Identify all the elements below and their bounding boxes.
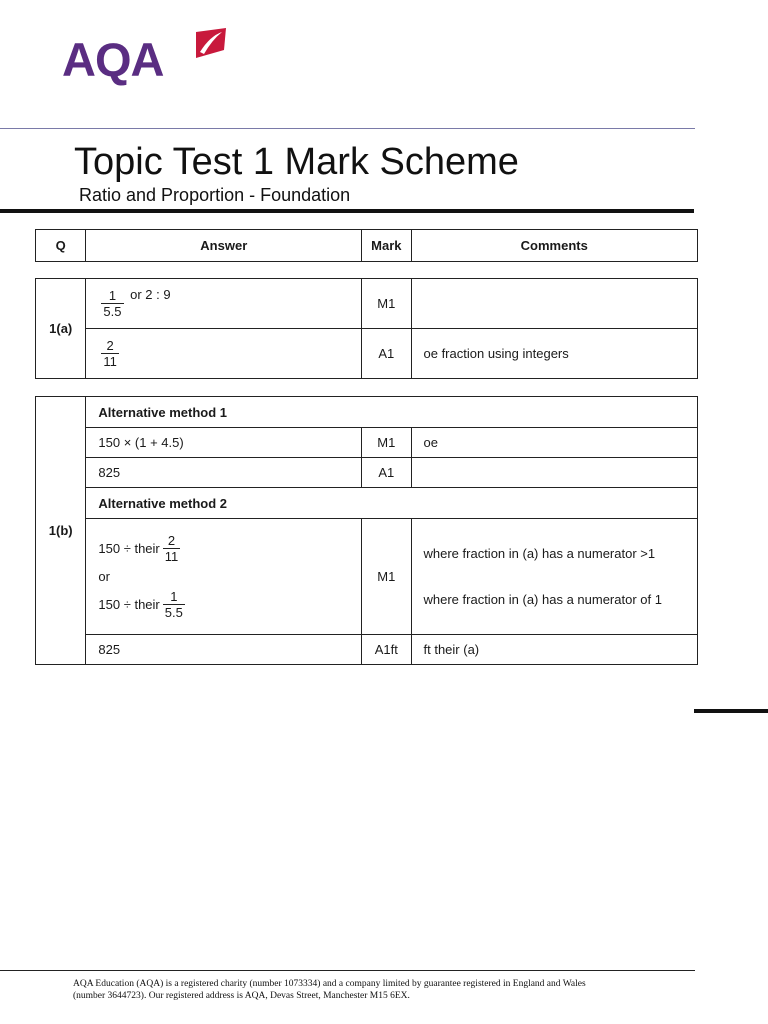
question-1b-table — [35, 396, 698, 665]
table-row — [36, 428, 698, 458]
fraction — [163, 590, 185, 620]
answer-cell: 825 — [86, 635, 362, 665]
answer-cell: 150 × (1 + 4.5) — [86, 428, 362, 458]
mark-cell: A1ft — [362, 635, 411, 665]
answer-text: or 2 : 9 — [130, 286, 171, 302]
column-header-table — [35, 229, 698, 262]
table-row — [36, 458, 698, 488]
top-divider — [0, 128, 695, 129]
fraction-numerator: 1 — [108, 287, 117, 303]
answer-cell — [86, 329, 362, 379]
logo-text: AQA — [62, 33, 164, 86]
alt-method-1-heading: Alternative method 1 — [86, 397, 698, 428]
comment-1: where fraction in (a) has a numerator >1 — [423, 545, 656, 561]
fraction-numerator: 1 — [170, 588, 178, 604]
page-subtitle: Ratio and Proportion - Foundation — [79, 185, 351, 205]
mark-cell: A1 — [362, 458, 411, 488]
comment-cell — [411, 458, 698, 488]
answer-text: 150 ÷ their — [98, 597, 160, 612]
page-title: Topic Test 1 Mark Scheme — [74, 141, 519, 183]
fraction — [101, 339, 119, 369]
or-text: or — [98, 569, 110, 584]
table-row — [36, 279, 698, 329]
right-edge-rule — [694, 709, 768, 713]
col-header-q: Q — [36, 230, 86, 262]
table-row — [36, 519, 698, 635]
table-row — [36, 488, 698, 519]
comment-cell — [411, 279, 698, 329]
table-row — [36, 397, 698, 428]
footer-text: AQA Education (AQA) is a registered charity (number 1073334) and a company limited by guarantee registered in England and Wales (number 3644723). Our registered address is AQA, Devas Street, Manchester M15 6EX. — [73, 979, 586, 1001]
footer-divider — [0, 970, 695, 971]
fraction — [163, 534, 181, 564]
mark-cell: M1 — [362, 279, 411, 329]
fraction-denominator: 11 — [103, 353, 117, 369]
question-label: 1(a) — [36, 279, 86, 379]
fraction-denominator: 5.5 — [103, 303, 122, 319]
fraction — [101, 289, 123, 319]
comment-cell — [411, 519, 698, 635]
fraction-numerator: 2 — [167, 532, 176, 548]
answer-cell — [86, 279, 362, 329]
question-1a-table — [35, 278, 698, 379]
table-row — [36, 329, 698, 379]
aqa-logo — [62, 28, 228, 90]
col-header-comments: Comments — [411, 230, 698, 262]
mark-cell: A1 — [362, 329, 411, 379]
question-label: 1(b) — [36, 397, 86, 665]
comment-cell: ft their (a) — [411, 635, 698, 665]
mark-cell: M1 — [362, 428, 411, 458]
mark-cell: M1 — [362, 519, 411, 635]
col-header-answer: Answer — [86, 230, 362, 262]
comment-cell: oe — [411, 428, 698, 458]
table-row — [36, 635, 698, 665]
answer-cell — [86, 519, 362, 635]
fraction-denominator: 11 — [164, 548, 179, 564]
alt-method-2-heading: Alternative method 2 — [86, 488, 698, 519]
fraction-numerator: 2 — [106, 337, 114, 353]
col-header-mark: Mark — [362, 230, 411, 262]
leaf-logo-icon — [190, 28, 228, 62]
fraction-denominator: 5.5 — [164, 604, 183, 620]
title-divider — [0, 209, 694, 213]
comment-cell: oe fraction using integers — [411, 329, 698, 379]
answer-cell: 825 — [86, 458, 362, 488]
answer-text: 150 ÷ their — [98, 541, 160, 556]
comment-2: where fraction in (a) has a numerator of 1 — [423, 591, 662, 607]
